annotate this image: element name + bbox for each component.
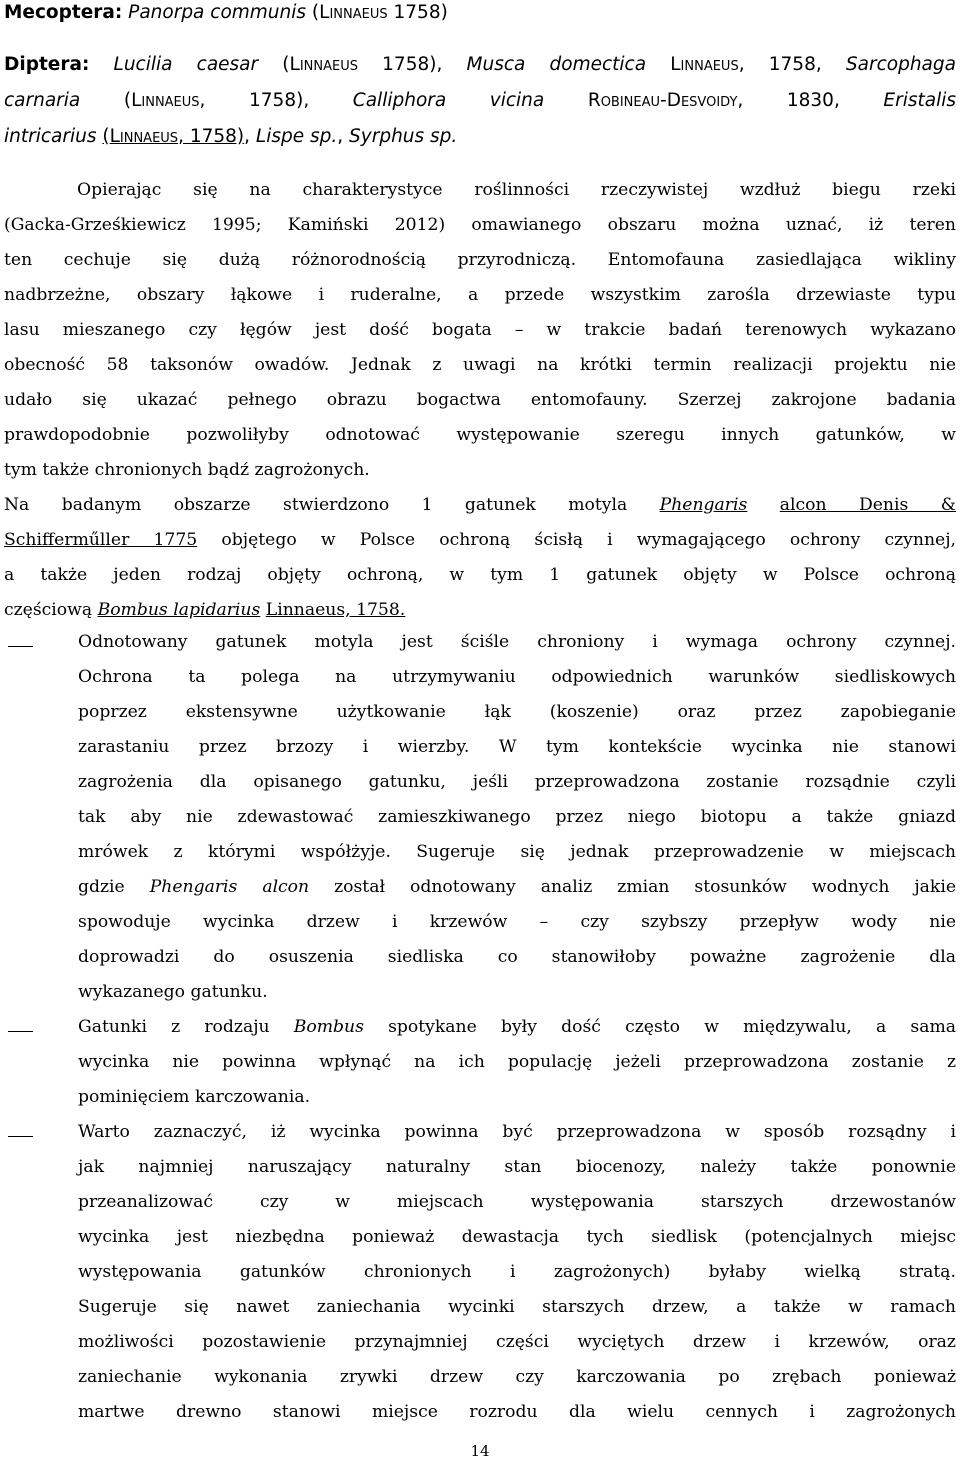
bullet1-line: tak aby nie zdewastować zamieszkiwanego przez niego biotopu a także gniazd <box>78 807 956 827</box>
diptera-species-3b: carnaria <box>4 90 81 111</box>
bullet1-line: zagrożenia dla opisanego gatunku, jeśli przeprowadzona zostanie rozsądnie czyli <box>78 772 956 792</box>
diptera-species-4: Calliphora vicina <box>352 90 545 111</box>
bullet2-line: pominięciem karczowania. <box>78 1087 311 1107</box>
phengaris-alcon-species: Phengaris alcon <box>149 877 310 897</box>
phengaris-author: Schifferműller 1775 <box>4 530 198 550</box>
paragraph1-line: (Gacka-Grześkiewicz 1995; Kamiński 2012) omawianego obszaru można uznać, iż teren <box>4 215 956 235</box>
bullet3-line: zaniechanie wykonania zrywki drzew czy karczowania po zrębach ponieważ <box>78 1367 956 1387</box>
diptera-species-6: Lispe sp. <box>255 126 338 147</box>
paragraph1-line: Opierając się na charakterystyce roślinności rzeczywistej wzdłuż biegu rzeki <box>77 180 956 200</box>
bullet1-text: został odnotowany analiz zmian stosunków wodnych jakie <box>334 877 957 897</box>
mecoptera-year: 1758) <box>393 2 448 23</box>
paragraph1-line: nadbrzeżne, obszary łąkowe i ruderalne, a przede wszystkim zarośla drzewiaste typu <box>4 285 956 305</box>
diptera-group-label: Diptera: <box>4 54 90 75</box>
dash-bullet-icon <box>8 1031 33 1032</box>
paragraph1-line: lasu mieszanego czy łęgów jest dość bogata – w trakcie badań terenowych wykazano <box>4 320 956 340</box>
bullet1-line-8 <box>78 877 956 897</box>
paragraph1-line: ten cechuje się dużą różnorodnością przyrodniczą. Entomofauna zasiedlająca wikliny <box>4 250 956 270</box>
page-number: 14 <box>470 1442 490 1460</box>
bullet1-line: mrówek z którymi współżyje. Sugeruje się jednak przeprowadzenie w miejscach <box>78 842 956 862</box>
paragraph1-line: tym także chronionych bądź zagrożonych. <box>4 460 370 480</box>
bullet2-text: Gatunki z rodzaju <box>78 1017 270 1037</box>
paragraph2-text: alcon Denis & <box>779 495 957 515</box>
bombus-genus: Bombus <box>293 1017 364 1037</box>
diptera-author-2: Linnaeus <box>670 54 739 75</box>
diptera-year-1: 1758), <box>382 54 443 75</box>
paragraph1-line: obecność 58 taksonów owadów. Jednak z uwagi na krótki termin realizacji projektu nie <box>4 355 956 375</box>
bullet1-line: Ochrona ta polega na utrzymywaniu odpowiednich warunków siedliskowych <box>78 667 956 687</box>
diptera-line-2: carnaria (Linnaeus, 1758), Calliphora vicina Robineau-Desvoidy, 1830, Eristalis <box>4 90 957 111</box>
paragraph2-text: Na badanym obszarze stwierdzono 1 gatunek motyla <box>4 495 628 515</box>
diptera-species-1: Lucilia caesar <box>113 54 259 75</box>
diptera-species-3: Sarcophaga <box>845 54 956 75</box>
bombus-species: Bombus lapidarius <box>97 600 261 620</box>
bullet3-line: martwe drewno stanowi miejsce rozrodu dla wielu cennych i zagrożonych <box>78 1402 956 1422</box>
diptera-author-5: Linnaeus <box>109 126 179 147</box>
mecoptera-group-label: Mecoptera: <box>4 2 123 23</box>
diptera-line-3: intricarius (Linnaeus, 1758), Lispe sp., Syrphus sp. <box>4 126 458 147</box>
bullet1-line: zarastaniu przez brzozy i wierzby. W tym kontekście wycinka nie stanowi <box>78 737 956 757</box>
bullet3-line: przeanalizować czy w miejscach występowania starszych drzewostanów <box>78 1192 956 1212</box>
dash-bullet-icon <box>8 646 33 647</box>
bullet2-line: wycinka nie powinna wpłynąć na ich populację jeżeli przeprowadzona zostanie z <box>78 1052 956 1072</box>
bullet3-line: wycinka jest niezbędna ponieważ dewastacja tych siedlisk (potencjalnych miejsc <box>78 1227 956 1247</box>
paragraph1-line: prawdopodobnie pozwoliłyby odnotować występowanie szeregu innych gatunków, w <box>4 425 956 445</box>
paragraph2-line-2 <box>4 530 956 550</box>
paragraph2-line-3: a także jeden rodzaj objęty ochroną, w tym 1 gatunek objęty w Polsce ochroną <box>4 565 956 585</box>
bullet1-line: Odnotowany gatunek motyla jest ściśle chroniony i wymaga ochrony czynnej. <box>78 632 956 652</box>
diptera-author-1: Linnaeus <box>289 54 358 75</box>
diptera-species-5b: intricarius <box>4 126 97 147</box>
diptera-year-4: 1830, <box>786 90 840 111</box>
bullet2-line-1 <box>78 1017 956 1037</box>
diptera-author-4: Robineau-Desvoidy <box>587 90 738 111</box>
bullet1-line: wykazanego gatunku. <box>78 982 268 1002</box>
bombus-author: Linnaeus, 1758. <box>265 600 406 620</box>
mecoptera-species: Panorpa communis <box>128 2 307 23</box>
phengaris-genus: Phengaris <box>659 495 748 515</box>
paragraph2-line-4 <box>4 600 956 620</box>
bullet3-line: jak najmniej naruszający naturalny stan biocenozy, należy także ponownie <box>78 1157 956 1177</box>
bullet1-line: poprzez ekstensywne użytkowanie łąk (koszenie) oraz przez zapobieganie <box>78 702 956 722</box>
diptera-species-7: Syrphus sp. <box>349 126 458 147</box>
diptera-species-5: Eristalis <box>883 90 957 111</box>
paragraph2-text: objętego w Polsce ochroną ścisłą i wymagającego ochrony czynnej, <box>221 530 956 550</box>
bullet3-line: możliwości pozostawienie przynajmniej części wyciętych drzew i krzewów, oraz <box>78 1332 956 1352</box>
bullet1-text: gdzie <box>78 877 125 897</box>
dash-bullet-icon <box>8 1136 33 1137</box>
bullet1-line: doprowadzi do osuszenia siedliska co stanowiłoby poważne zagrożenie dla <box>78 947 956 967</box>
diptera-author-3: Linnaeus <box>131 90 200 111</box>
bullet3-line: Warto zaznaczyć, iż wycinka powinna być przeprowadzona w sposób rozsądny i <box>78 1122 956 1142</box>
diptera-year-3: 1758), <box>249 90 310 111</box>
diptera-year-5: 1758) <box>189 126 245 147</box>
bullet3-line: występowania gatunków chronionych i zagrożonych) byłaby wielką stratą. <box>78 1262 956 1282</box>
diptera-line-1: Diptera: Lucilia caesar (Linnaeus 1758), Musca domectica Linnaeus, 1758, Sarcophaga <box>4 54 956 75</box>
diptera-year-2: 1758, <box>768 54 822 75</box>
paragraph2-line-1 <box>4 495 956 515</box>
paragraph2-text: częściową <box>4 600 93 620</box>
bullet2-text: spotykane były dość często w międzywalu, a sama <box>388 1017 956 1037</box>
bullet1-line: spowoduje wycinka drzew i krzewów – czy szybszy przepływ wody nie <box>78 912 956 932</box>
mecoptera-author: Linnaeus <box>319 2 388 23</box>
mecoptera-line: Mecoptera: Panorpa communis (Linnaeus 1758) <box>4 2 448 23</box>
paragraph1-line: udało się ukazać pełnego obrazu bogactwa entomofauny. Szerzej zakrojone badania <box>4 390 956 410</box>
diptera-species-2: Musca domectica <box>466 54 647 75</box>
bullet3-line: Sugeruje się nawet zaniechania wycinki starszych drzew, a także w ramach <box>78 1297 956 1317</box>
